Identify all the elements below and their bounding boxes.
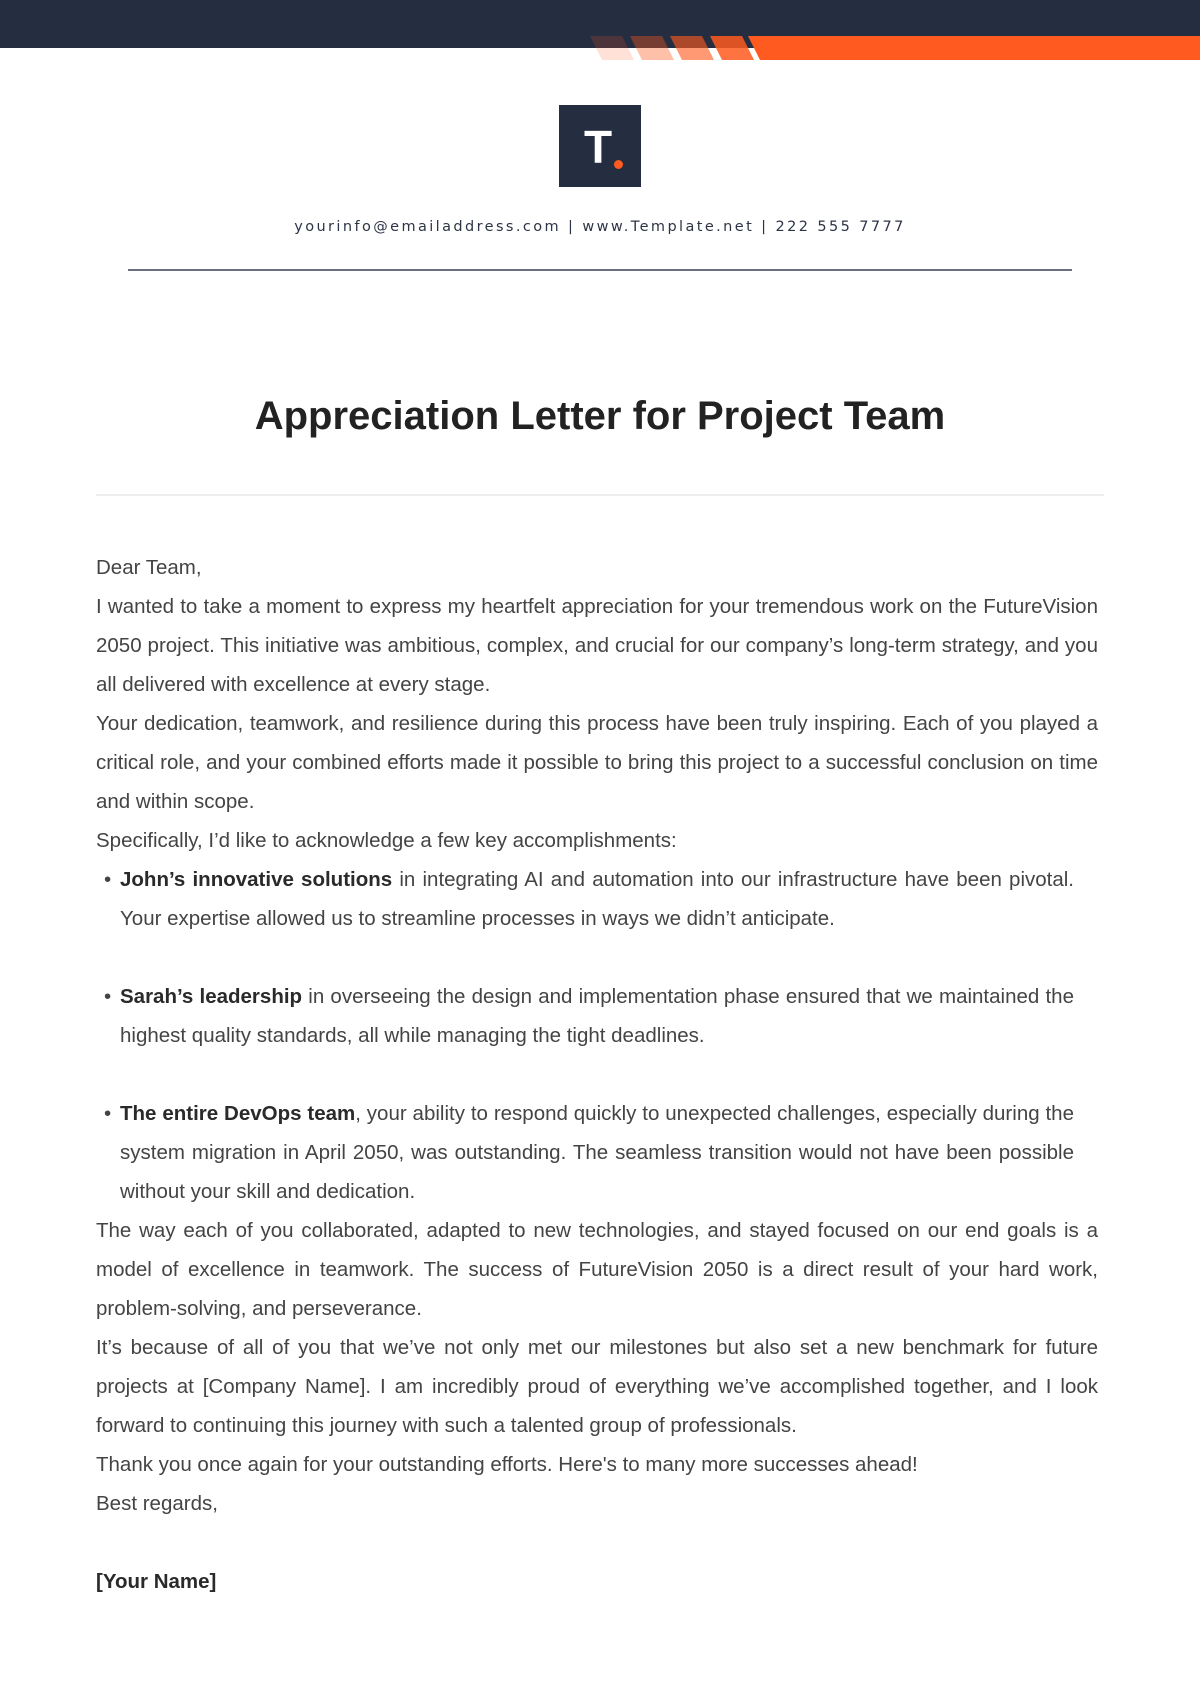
header-divider	[128, 269, 1072, 271]
company-logo	[559, 105, 641, 187]
contact-info: yourinfo@emailaddress.com | www.Template.net | 222 555 7777	[294, 219, 906, 235]
list-item-text: in integrating AI and automation into our infrastructure have been pivotal. Your expertise allowed us to streamline processes in ways we didn’t anticipate.	[120, 868, 1075, 930]
accent-stripe	[630, 36, 674, 60]
accent-stripe	[590, 36, 634, 60]
list-item-text: , your ability to respond quickly to unexpected challenges, especially during the system migration in April 2050, was outstanding. The seamless transition would not have been possible without your skill and dedication.	[120, 1102, 1074, 1203]
list-item-text: in overseeing the design and implementation phase ensured that we maintained the highest quality standards, all while managing the tight deadlines.	[120, 985, 1074, 1047]
accent-stripe	[710, 36, 754, 60]
list-item-bold: John’s innovative solutions	[120, 868, 393, 891]
list-item-bold: Sarah’s leadership	[120, 985, 303, 1008]
bullet-icon: •	[104, 985, 112, 1008]
page-title: Appreciation Letter for Project Team	[254, 394, 946, 438]
list-item-bold: The entire DevOps team	[120, 1102, 356, 1125]
paragraph: Thank you once again for your outstanding efforts. Here's to many more successes ahead!	[96, 1453, 918, 1476]
signature-name: [Your Name]	[96, 1570, 217, 1593]
logo-letter: T	[583, 121, 613, 173]
list-item	[96, 977, 1098, 1055]
accent-stripe	[670, 36, 714, 60]
paragraph: The way each of you collaborated, adapted to new technologies, and stayed focused on our end goals is a model of excellence in teamwork. The success of FutureVision 2050 is a direct result of your hard work, problem-solving, and perseverance.	[96, 1219, 1098, 1320]
paragraph: It’s because of all of you that we’ve not only met our milestones but also set a new benchmark for future projects at [Company Name]. I am incredibly proud of everything we’ve accomplished together, and I look forward to continuing this journey with such a talented group of professionals.	[96, 1336, 1098, 1437]
bullet-icon: •	[104, 1102, 112, 1125]
accent-band	[748, 36, 1200, 60]
paragraph: I wanted to take a moment to express my heartfelt appreciation for your tremendous work on the FutureVision 2050 project. This initiative was ambitious, complex, and crucial for our company’s long-term strategy, and you all delivered with excellence at every stage.	[96, 595, 1098, 696]
closing: Best regards,	[96, 1492, 218, 1515]
paragraph: Your dedication, teamwork, and resilience during this process have been truly inspiring. Each of you played a critical role, and your combined efforts made it possible to bring this project to a successful conclusion on time and within scope.	[96, 712, 1098, 813]
logo-dot	[614, 160, 623, 169]
letter-body	[96, 548, 1098, 1601]
paragraph: Specifically, I’d like to acknowledge a few key accomplishments:	[96, 829, 677, 852]
title-divider	[96, 494, 1104, 496]
bullet-icon: •	[104, 868, 112, 891]
header-accent-stripes	[0, 0, 1200, 64]
list-item	[96, 1094, 1098, 1211]
list-item	[96, 860, 1098, 938]
accomplishment-list	[96, 860, 1098, 1211]
greeting: Dear Team,	[96, 556, 202, 579]
